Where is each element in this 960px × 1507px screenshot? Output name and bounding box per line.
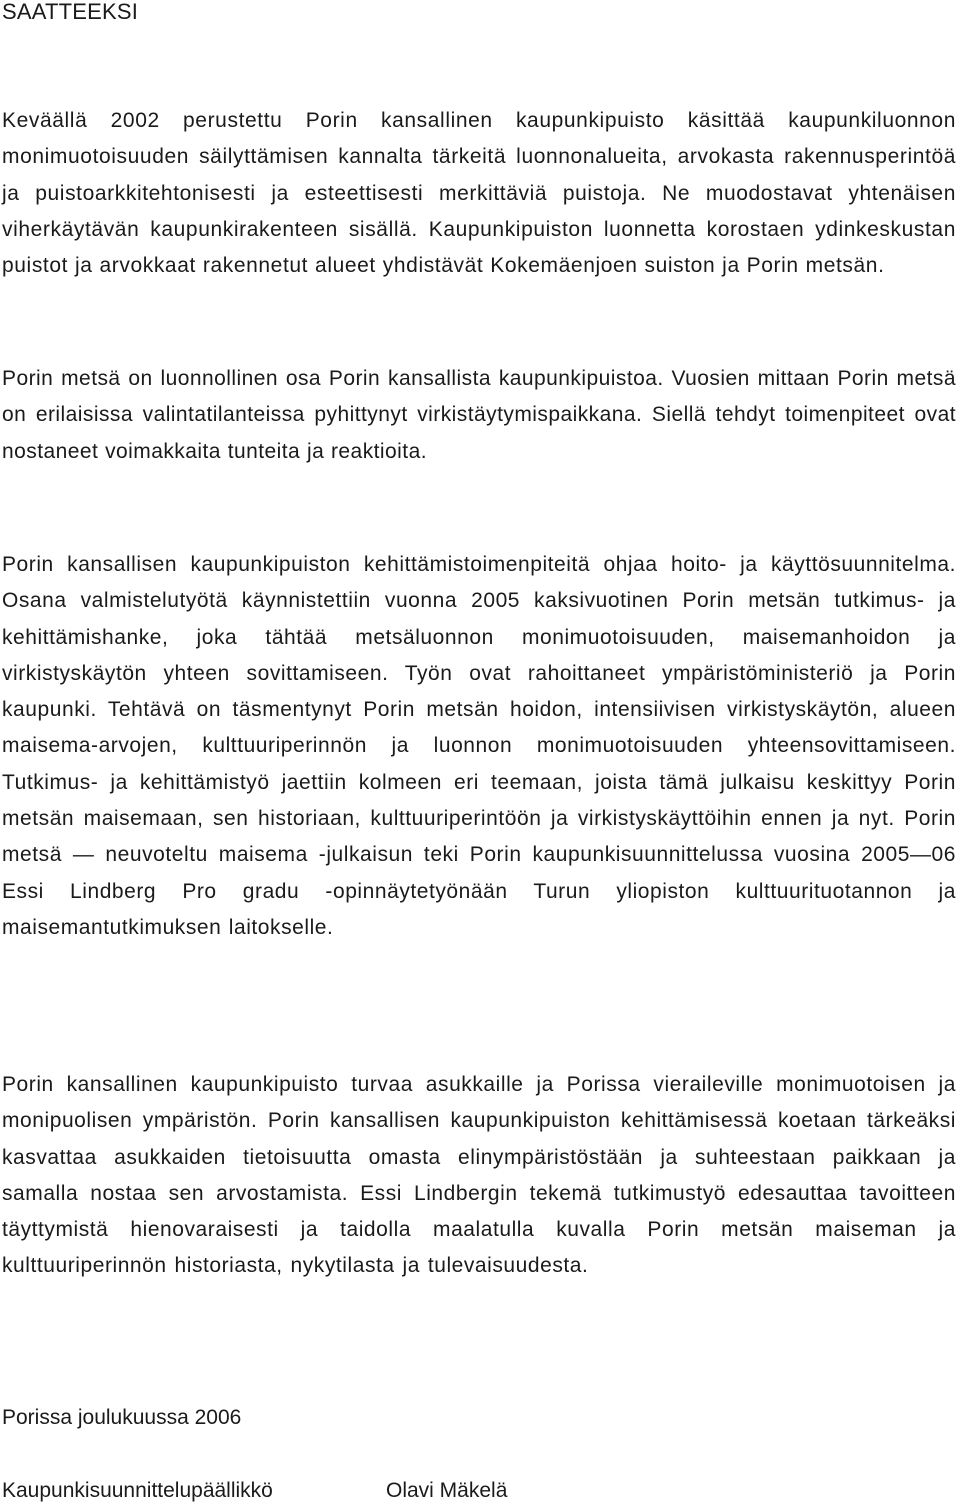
paragraph-1: Keväällä 2002 perustettu Porin kansallinen kaupunkipuisto käsittää kaupunkiluonnon monimuotoisuuden säilyttämisen kannalta tärkeitä luonnonalueita, arvokasta rakennusperintöä ja puistoarkkitehtonisesti ja esteettisesti merkittäviä puistoja. Ne muodostavat yhtenäisen viherkäytävän kaupunkirakenteen sisällä. Kaupunkipuiston luonnetta korostaen ydinkeskustan puistot ja arvokkaat rakennetut alueet yhdistävät Kokemäenjoen suiston ja Porin metsän. <box>2 109 956 278</box>
signer-title: Kaupunkisuunnittelupäällikkö <box>2 1479 273 1502</box>
document-heading: SAATTEEKSI <box>2 0 139 24</box>
place-date-line: Porissa joulukuussa 2006 <box>2 1406 242 1429</box>
signer-name: Olavi Mäkelä <box>386 1479 508 1502</box>
paragraph-2: Porin metsä on luonnollinen osa Porin kansallista kaupunkipuistoa. Vuosien mittaan Porin metsä on erilaisissa valintatilanteissa pyhittynyt virkistäytymispaikkana. Siellä tehdyt toimenpiteet ovat nostaneet voimakkaita tunteita ja reaktioita. <box>2 367 956 463</box>
paragraph-4: Porin kansallinen kaupunkipuisto turvaa asukkaille ja Porissa vieraileville monimuotoisen ja monipuolisen ympäristön. Porin kansallisen kaupunkipuiston kehittämisessä koetaan tärkeäksi kasvattaa asukkaiden tietoisuutta omasta elinympäristöstään ja suhteestaan paikkaan ja samalla nostaa sen arvostamista. Essi Lindbergin tekemä tutkimustyö edesauttaa tavoitteen täyttymistä hienovaraisesti ja taidolla maalatulla kuvalla Porin metsän maiseman ja kulttuuriperinnön historiasta, nykytilasta ja tulevaisuudesta. <box>2 1073 956 1278</box>
paragraph-3: Porin kansallisen kaupunkipuiston kehittämistoimenpiteitä ohjaa hoito- ja käyttösuunnitelma. Osana valmistelutyötä käynnistettiin vuonna 2005 kaksivuotinen Porin metsän tutkimus- ja kehittämishanke, joka tähtää metsäluonnon monimuotoisuuden, maisemanhoidon ja virkistyskäytön yhteen sovittamiseen. Työn ovat rahoittaneet ympäristöministeriö ja Porin kaupunki. Tehtävä on täsmentynyt Porin metsän hoidon, intensiivisen virkistyskäytön, alueen maisema-arvojen, kulttuuriperinnön ja luonnon monimuotoisuuden yhteensovittamiseen. Tutkimus- ja kehittämistyö jaettiin kolmeen eri teemaan, joista tämä julkaisu keskittyy Porin metsän maisemaan, sen historiaan, kulttuuriperintöön ja virkistyskäyttöihin ennen ja nyt. Porin metsä — neuvoteltu maisema -julkaisun teki Porin kaupunkisuunnittelussa vuosina 2005—06 Essi Lindberg Pro gradu -opinnäytetyönään Turun yliopiston kulttuurituotannon ja maisemantutkimuksen laitokselle. <box>2 553 956 939</box>
signature-block <box>2 1477 507 1505</box>
